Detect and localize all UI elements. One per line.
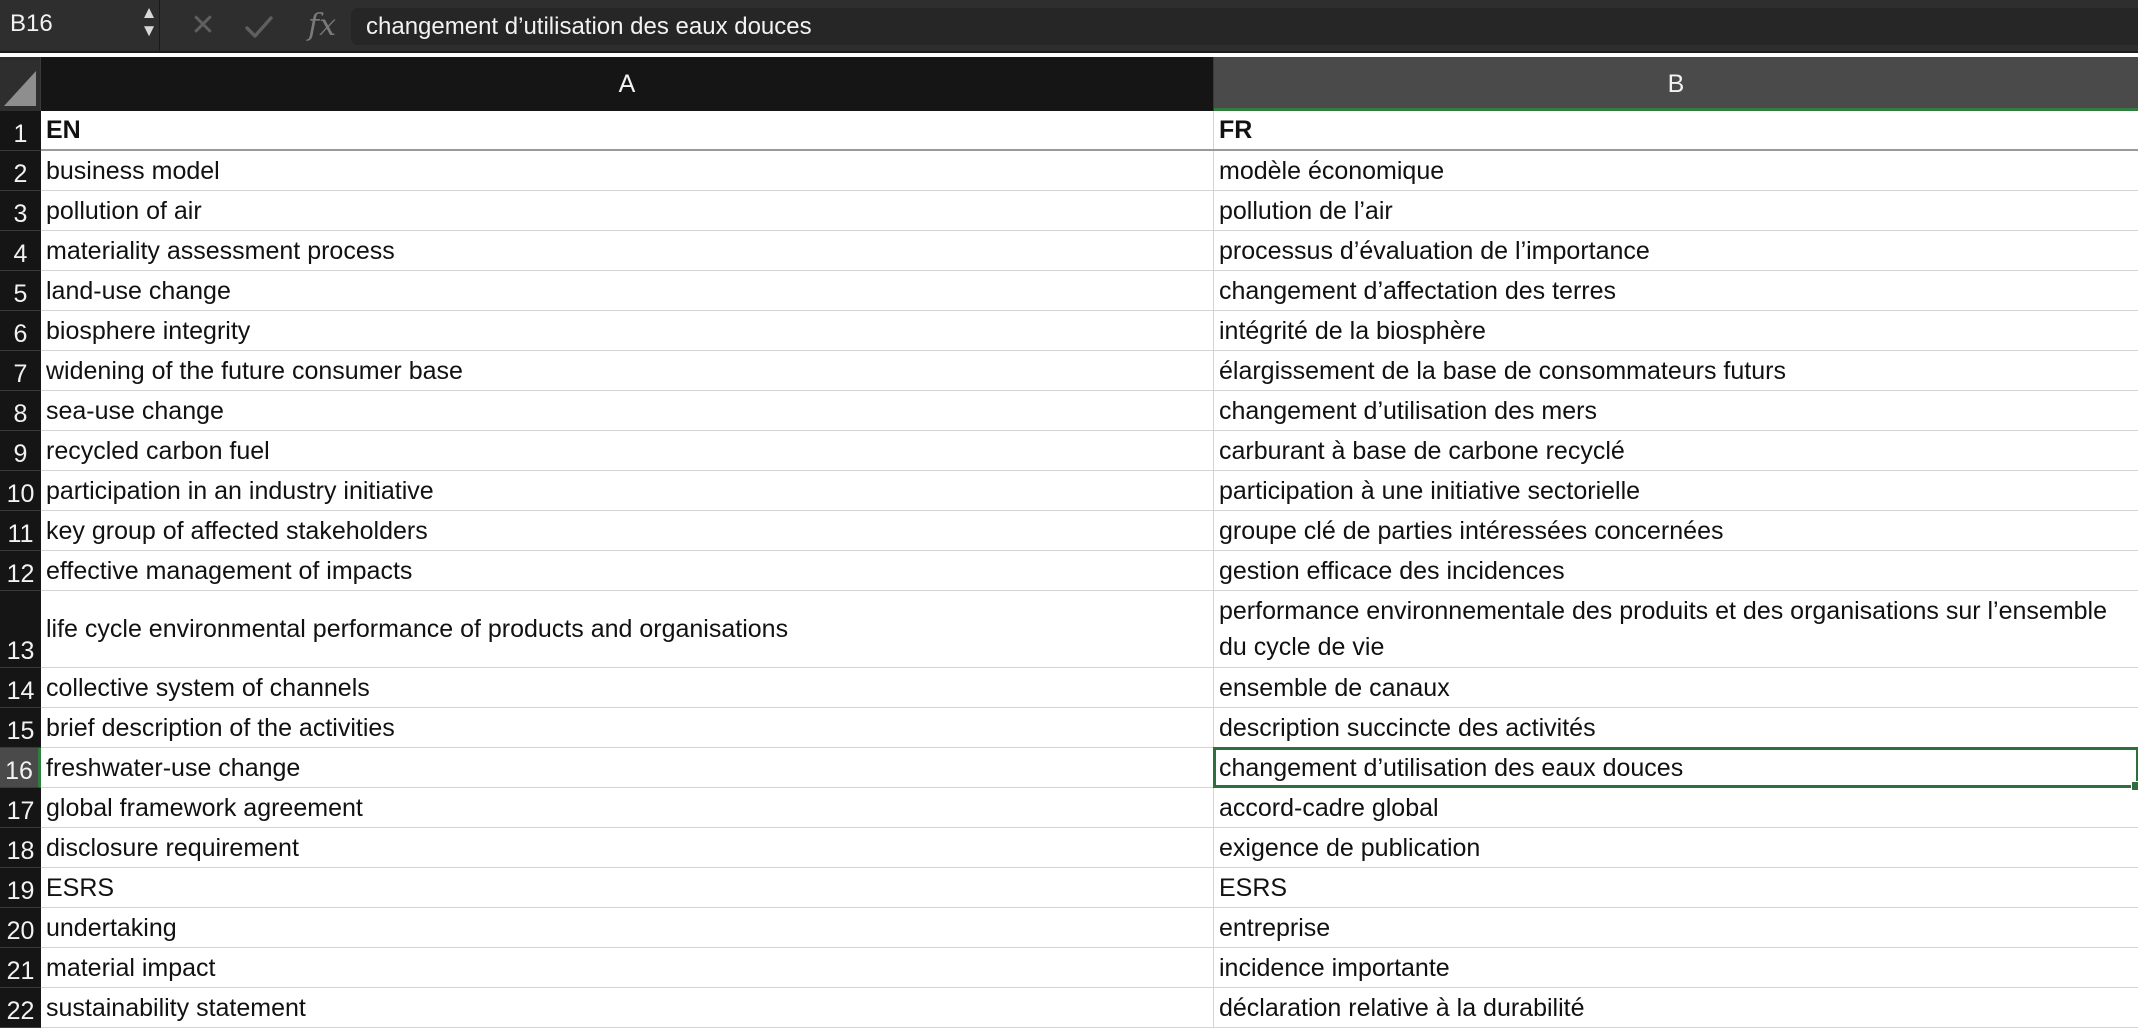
cell-a16[interactable]: freshwater-use change — [41, 748, 1214, 787]
row-number: 4 — [13, 240, 28, 268]
sheet-grid — [0, 53, 2138, 1028]
checkmark-icon[interactable] — [242, 10, 276, 44]
cell-a13[interactable]: life cycle environmental performance of products and organisations — [41, 591, 1214, 667]
row-header-9[interactable] — [0, 431, 41, 471]
cell-b13[interactable]: performance environnementale des produits et des organisations sur l’ensemble du cycle de vie — [1219, 597, 2108, 661]
table-row — [41, 591, 2138, 668]
cell-a3[interactable]: pollution of air — [41, 191, 1214, 230]
row-number: 17 — [6, 797, 35, 825]
row-number: 14 — [6, 677, 35, 705]
table-row — [41, 908, 2138, 948]
row-number: 18 — [6, 837, 35, 865]
table-row — [41, 191, 2138, 231]
cell-a7[interactable]: widening of the future consumer base — [41, 351, 1214, 390]
function-icon[interactable]: fx — [307, 8, 337, 43]
cell-a21[interactable]: material impact — [41, 948, 1214, 987]
cell-a8[interactable]: sea-use change — [41, 391, 1214, 430]
table-row — [41, 351, 2138, 391]
cell-b5[interactable]: changement d’affectation des terres — [1219, 276, 1617, 305]
table-row — [41, 788, 2138, 828]
table-row — [41, 391, 2138, 431]
column-header-b[interactable]: B — [1214, 57, 2138, 111]
cell-a19[interactable]: ESRS — [41, 868, 1214, 907]
table-row — [41, 151, 2138, 191]
table-row — [41, 948, 2138, 988]
cell-b20[interactable]: entreprise — [1219, 913, 1331, 942]
table-row — [41, 708, 2138, 748]
cell-b3[interactable]: pollution de l’air — [1219, 196, 1393, 225]
row-header-22[interactable] — [0, 988, 41, 1028]
name-box[interactable] — [0, 0, 160, 51]
table-row — [41, 471, 2138, 511]
row-number: 20 — [6, 917, 35, 945]
cell-b2[interactable]: modèle économique — [1219, 156, 1445, 185]
cell-b16[interactable]: changement d’utilisation des eaux douces — [1214, 748, 2138, 787]
table-row — [41, 431, 2138, 471]
cell-b14[interactable]: ensemble de canaux — [1219, 673, 1450, 702]
cell-a11[interactable]: key group of affected stakeholders — [41, 511, 1214, 550]
row-number: 7 — [13, 360, 28, 388]
name-box-value[interactable]: B16 — [10, 10, 53, 37]
cell-b9[interactable]: carburant à base de carbone recyclé — [1219, 436, 1625, 465]
table-row — [41, 668, 2138, 708]
cell-b10[interactable]: participation à une initiative sectorielle — [1219, 476, 1641, 505]
cell-b15[interactable]: description succincte des activités — [1219, 713, 1596, 742]
cell-b7[interactable]: élargissement de la base de consommateurs futurs — [1219, 356, 1786, 385]
row-number: 16 — [5, 757, 33, 785]
row-number: 21 — [6, 957, 35, 985]
row-header-15[interactable] — [0, 708, 41, 748]
formula-controls — [162, 0, 348, 51]
cell-a9[interactable]: recycled carbon fuel — [41, 431, 1214, 470]
cell-a4[interactable]: materiality assessment process — [41, 231, 1214, 270]
cell-b12[interactable]: gestion efficace des incidences — [1219, 556, 1565, 585]
cell-b4[interactable]: processus d’évaluation de l’importance — [1219, 236, 1650, 265]
row-number: 2 — [13, 160, 28, 188]
cell-b8[interactable]: changement d’utilisation des mers — [1219, 396, 1597, 425]
table-row — [41, 231, 2138, 271]
formula-input[interactable]: changement d’utilisation des eaux douces — [351, 8, 2138, 45]
row-number: 11 — [7, 520, 34, 548]
row-number: 9 — [13, 440, 28, 468]
cell-a5[interactable]: land-use change — [41, 271, 1214, 310]
row-header-1[interactable] — [0, 111, 41, 151]
row-header-17[interactable] — [0, 788, 41, 828]
row-number: 22 — [6, 997, 35, 1025]
table-row — [41, 868, 2138, 908]
row-number: 8 — [13, 400, 28, 428]
row-number: 1 — [13, 120, 28, 148]
table-row — [41, 551, 2138, 591]
cell-a14[interactable]: collective system of channels — [41, 668, 1214, 707]
row-header-10[interactable] — [0, 471, 41, 511]
select-all-corner[interactable] — [0, 57, 41, 111]
cell-b17[interactable]: accord-cadre global — [1219, 793, 1439, 822]
cell-b1[interactable]: FR — [1219, 116, 1253, 144]
cell-b22[interactable]: déclaration relative à la durabilité — [1219, 993, 1585, 1022]
row-header-8[interactable] — [0, 391, 41, 431]
row-header-13[interactable] — [0, 591, 41, 668]
row-header-11[interactable] — [0, 511, 41, 551]
row-header-21[interactable] — [0, 948, 41, 988]
table-row — [41, 271, 2138, 311]
cell-a18[interactable]: disclosure requirement — [41, 828, 1214, 867]
table-row — [41, 111, 2138, 151]
table-row — [41, 988, 2138, 1028]
row-header-20[interactable] — [0, 908, 41, 948]
cell-a10[interactable]: participation in an industry initiative — [41, 471, 1214, 510]
table-row — [41, 748, 2138, 788]
cell-b21[interactable]: incidence importante — [1219, 953, 1450, 982]
row-header-4[interactable] — [0, 231, 41, 271]
cell-a22[interactable]: sustainability statement — [41, 988, 1214, 1027]
row-number: 5 — [13, 280, 28, 308]
row-header-3[interactable] — [0, 191, 41, 231]
cancel-icon[interactable]: ✕ — [190, 9, 216, 42]
row-number: 15 — [6, 717, 35, 745]
row-header-19[interactable] — [0, 868, 41, 908]
row-number: 13 — [6, 637, 35, 665]
row-header-12[interactable] — [0, 551, 41, 591]
row-header-16[interactable] — [0, 748, 41, 788]
row-header-18[interactable] — [0, 828, 41, 868]
cell-b18[interactable]: exigence de publication — [1219, 833, 1481, 862]
cell-b11[interactable]: groupe clé de parties intéressées concernées — [1219, 516, 1724, 545]
table-row — [41, 828, 2138, 868]
table-row — [41, 311, 2138, 351]
row-number: 19 — [6, 877, 35, 905]
row-header-2[interactable] — [0, 151, 41, 191]
name-box-stepper[interactable] — [138, 4, 160, 48]
row-number: 10 — [6, 480, 35, 508]
chevron-up-icon[interactable]: ▲ — [140, 3, 158, 22]
cell-a20[interactable]: undertaking — [41, 908, 1214, 947]
cell-a15[interactable]: brief description of the activities — [41, 708, 1214, 747]
column-header-a[interactable]: A — [41, 57, 1214, 111]
row-header-6[interactable] — [0, 311, 41, 351]
cell-a1[interactable]: EN — [41, 111, 1214, 149]
row-number: 6 — [13, 320, 28, 348]
row-number: 3 — [13, 200, 28, 228]
row-header-5[interactable] — [0, 271, 41, 311]
row-header-7[interactable] — [0, 351, 41, 391]
cell-b6[interactable]: intégrité de la biosphère — [1219, 316, 1486, 345]
table-row — [41, 511, 2138, 551]
row-number: 12 — [6, 560, 35, 588]
cell-a6[interactable]: biosphere integrity — [41, 311, 1214, 350]
formula-bar — [0, 0, 2138, 53]
cell-a17[interactable]: global framework agreement — [41, 788, 1214, 827]
row-header-14[interactable] — [0, 668, 41, 708]
cell-b19[interactable]: ESRS — [1219, 873, 1288, 902]
chevron-down-icon[interactable]: ▼ — [140, 21, 158, 40]
cell-a12[interactable]: effective management of impacts — [41, 551, 1214, 590]
cell-a2[interactable]: business model — [41, 151, 1214, 190]
